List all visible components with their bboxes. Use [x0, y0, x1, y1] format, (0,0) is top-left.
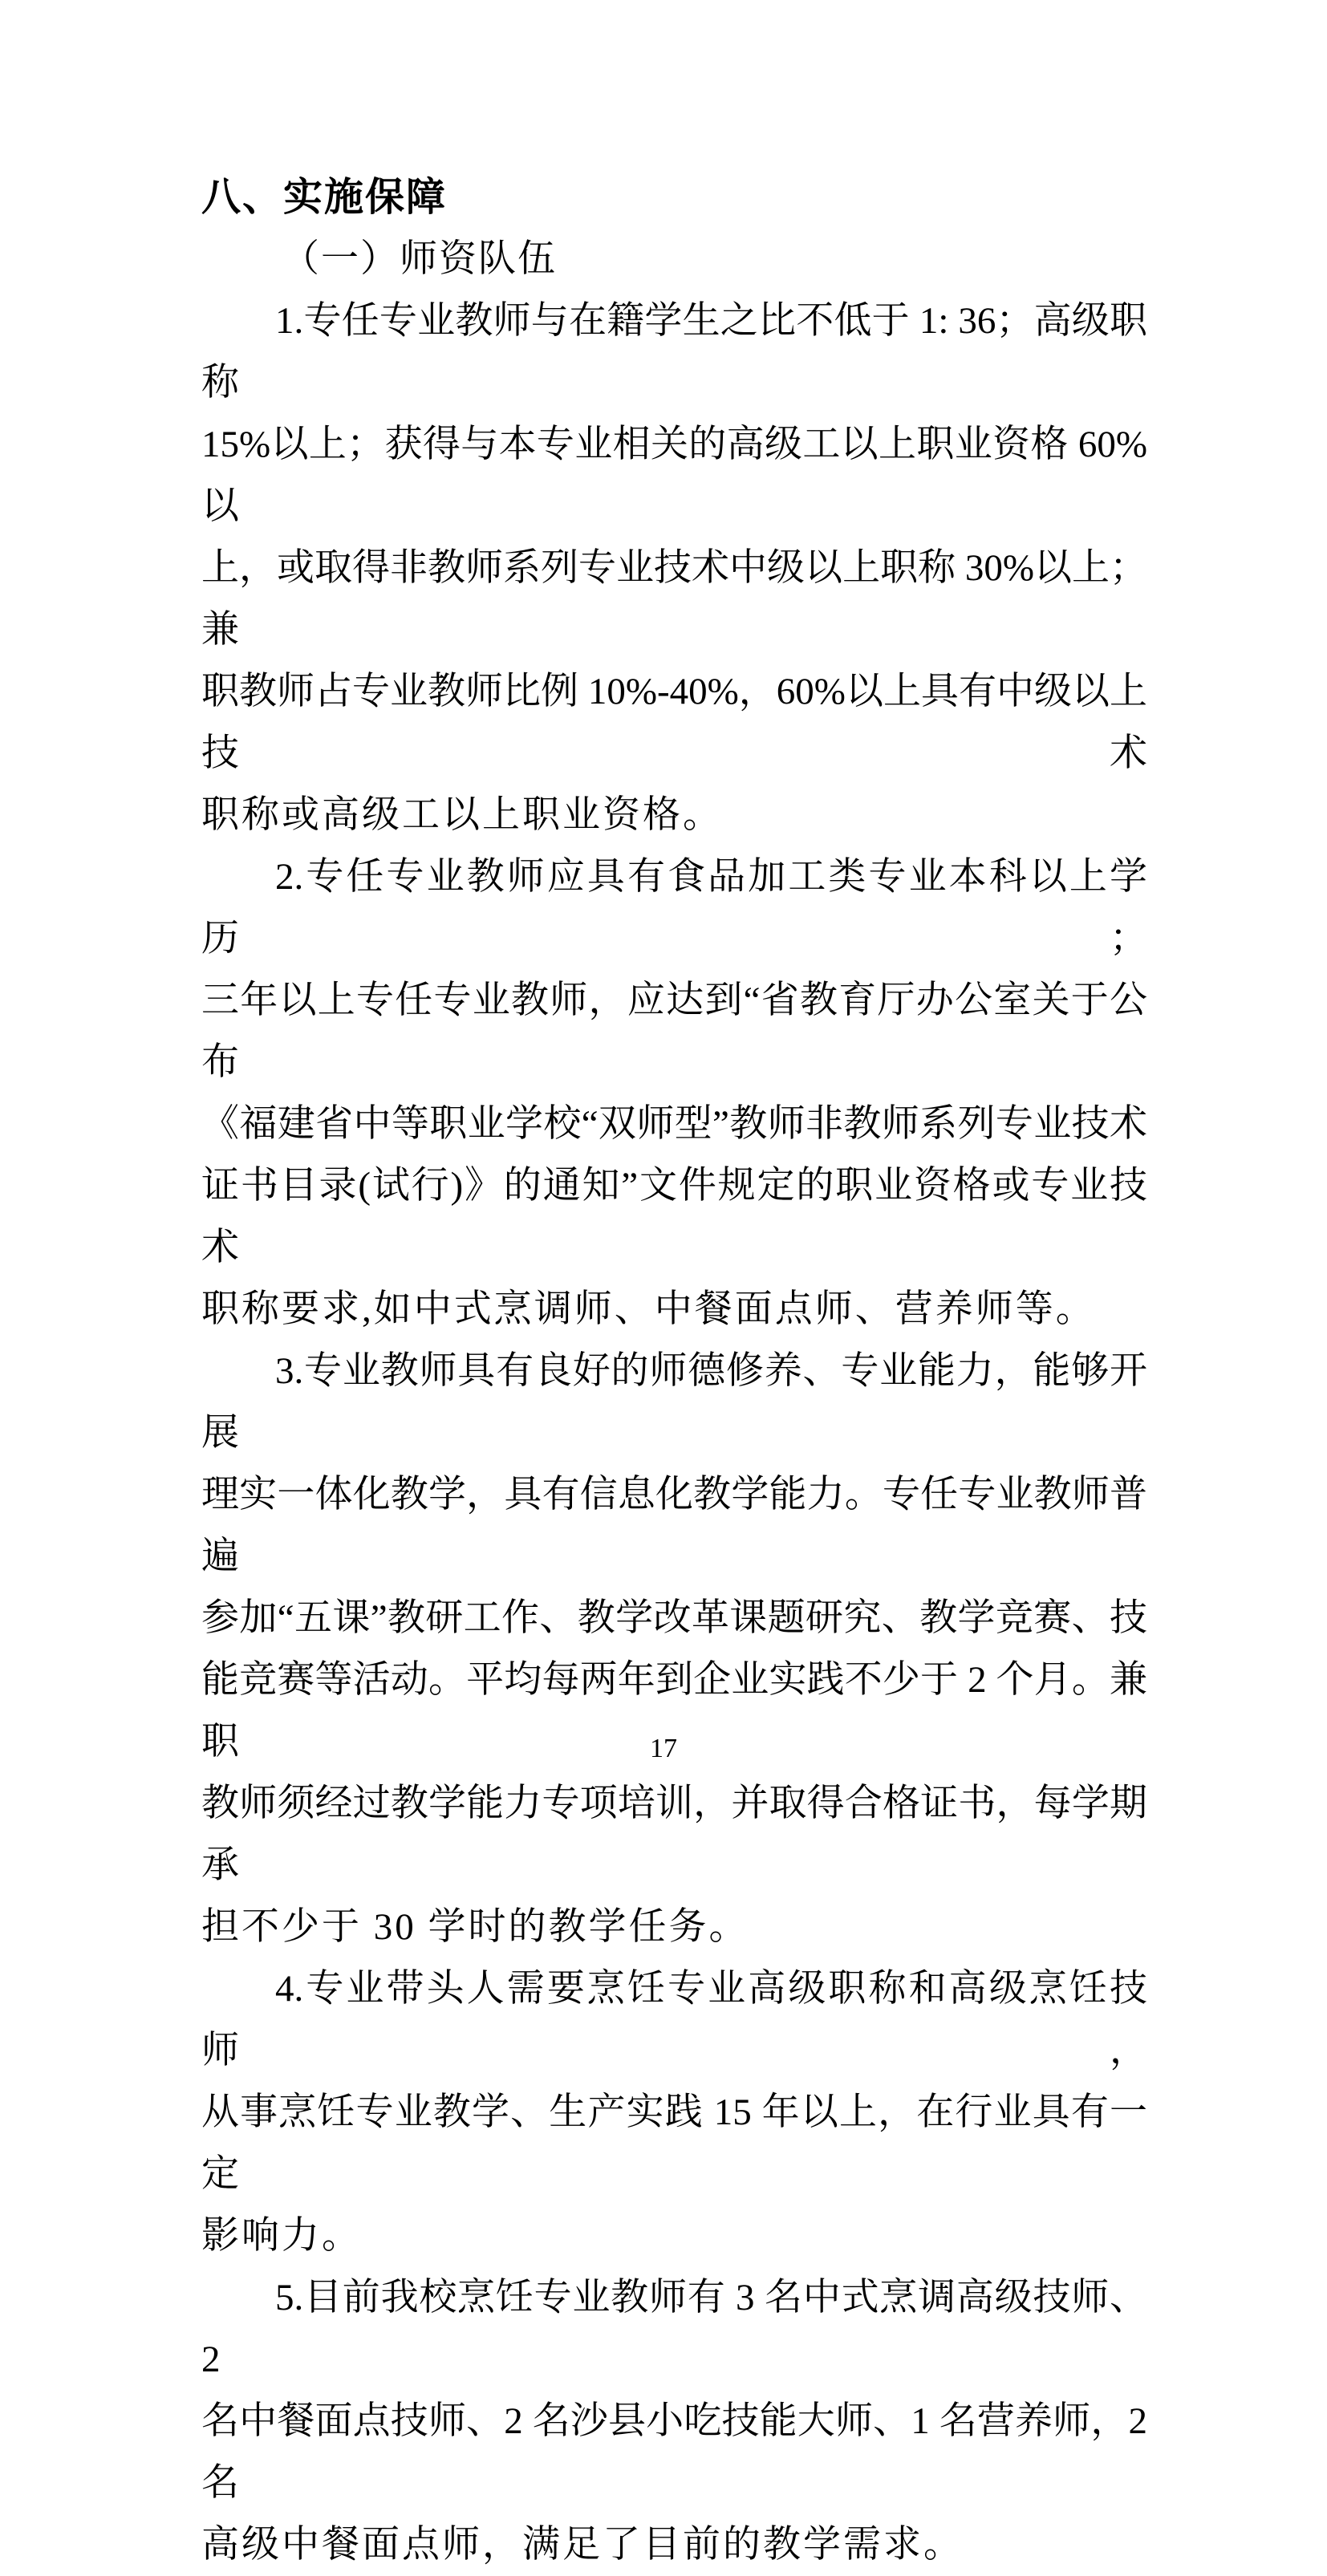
page-number: 17 — [650, 1734, 677, 1763]
paragraph-line: 能竞赛等活动。平均每两年到企业实践不少于 2 个月。兼职 — [201, 1659, 1147, 1763]
document-body — [201, 290, 1147, 2576]
subsection-heading: （一）师资队伍 — [282, 238, 557, 280]
paragraph-line: 4.专业带头人需要烹饪专业高级职称和高级烹饪技师， — [201, 1968, 1147, 2071]
document-content — [201, 167, 1147, 2576]
paragraph-line: 担不少于 30 学时的教学任务。 — [201, 1906, 749, 1948]
paragraph-line: 职称要求,如中式烹调师、中餐面点师、营养师等。 — [201, 1288, 1096, 1330]
paragraph-line: 2.专任专业教师应具有食品加工类专业本科以上学历； — [201, 856, 1147, 959]
paragraph-line: 三年以上专任专业教师，应达到“省教育厅办公室关于公布 — [201, 980, 1147, 1083]
paragraph-line: 3.专业教师具有良好的师德修养、专业能力，能够开展 — [201, 1350, 1147, 1454]
paragraph-line: 1.专任专业教师与在籍学生之比不低于 1: 36；高级职称 — [201, 300, 1147, 404]
paragraph-line: 职教师占专业教师比例 10%-40%，60%以上具有中级以上技术 — [201, 671, 1147, 774]
paragraph-line: 影响力。 — [201, 2215, 362, 2257]
paragraph-line: 教师须经过教学能力专项培训，并取得合格证书，每学期承 — [201, 1783, 1147, 1886]
paragraph-line: 上，或取得非教师系列专业技术中级以上职称 30%以上；兼 — [201, 547, 1147, 651]
paragraph-line: 名中餐面点技师、2 名沙县小吃技能大师、1 名营养师，2 名 — [201, 2400, 1147, 2504]
paragraph-line: 5.目前我校烹饪专业教师有 3 名中式烹调高级技师、2 — [201, 2277, 1147, 2380]
paragraph-line: 高级中餐面点师，满足了目前的教学需求。 — [201, 2524, 964, 2566]
section-heading: 八、实施保障 — [201, 176, 448, 219]
paragraph-line: 15%以上；获得与本专业相关的高级工以上职业资格 60%以 — [201, 424, 1147, 527]
paragraph-line: 《福建省中等职业学校“双师型”教师非教师系列专业技术 — [201, 1103, 1147, 1145]
paragraph-line: 证书目录(试行)》的通知”文件规定的职业资格或专业技术 — [201, 1165, 1147, 1268]
paragraph-line: 职称或高级工以上职业资格。 — [201, 794, 723, 836]
paragraph-line: 理实一体化教学，具有信息化教学能力。专任专业教师普遍 — [201, 1474, 1147, 1577]
paragraph-line: 从事烹饪专业教学、生产实践 15 年以上，在行业具有一定 — [201, 2091, 1147, 2195]
paragraph-line: 参加“五课”教研工作、教学改革课题研究、教学竞赛、技 — [201, 1597, 1147, 1639]
